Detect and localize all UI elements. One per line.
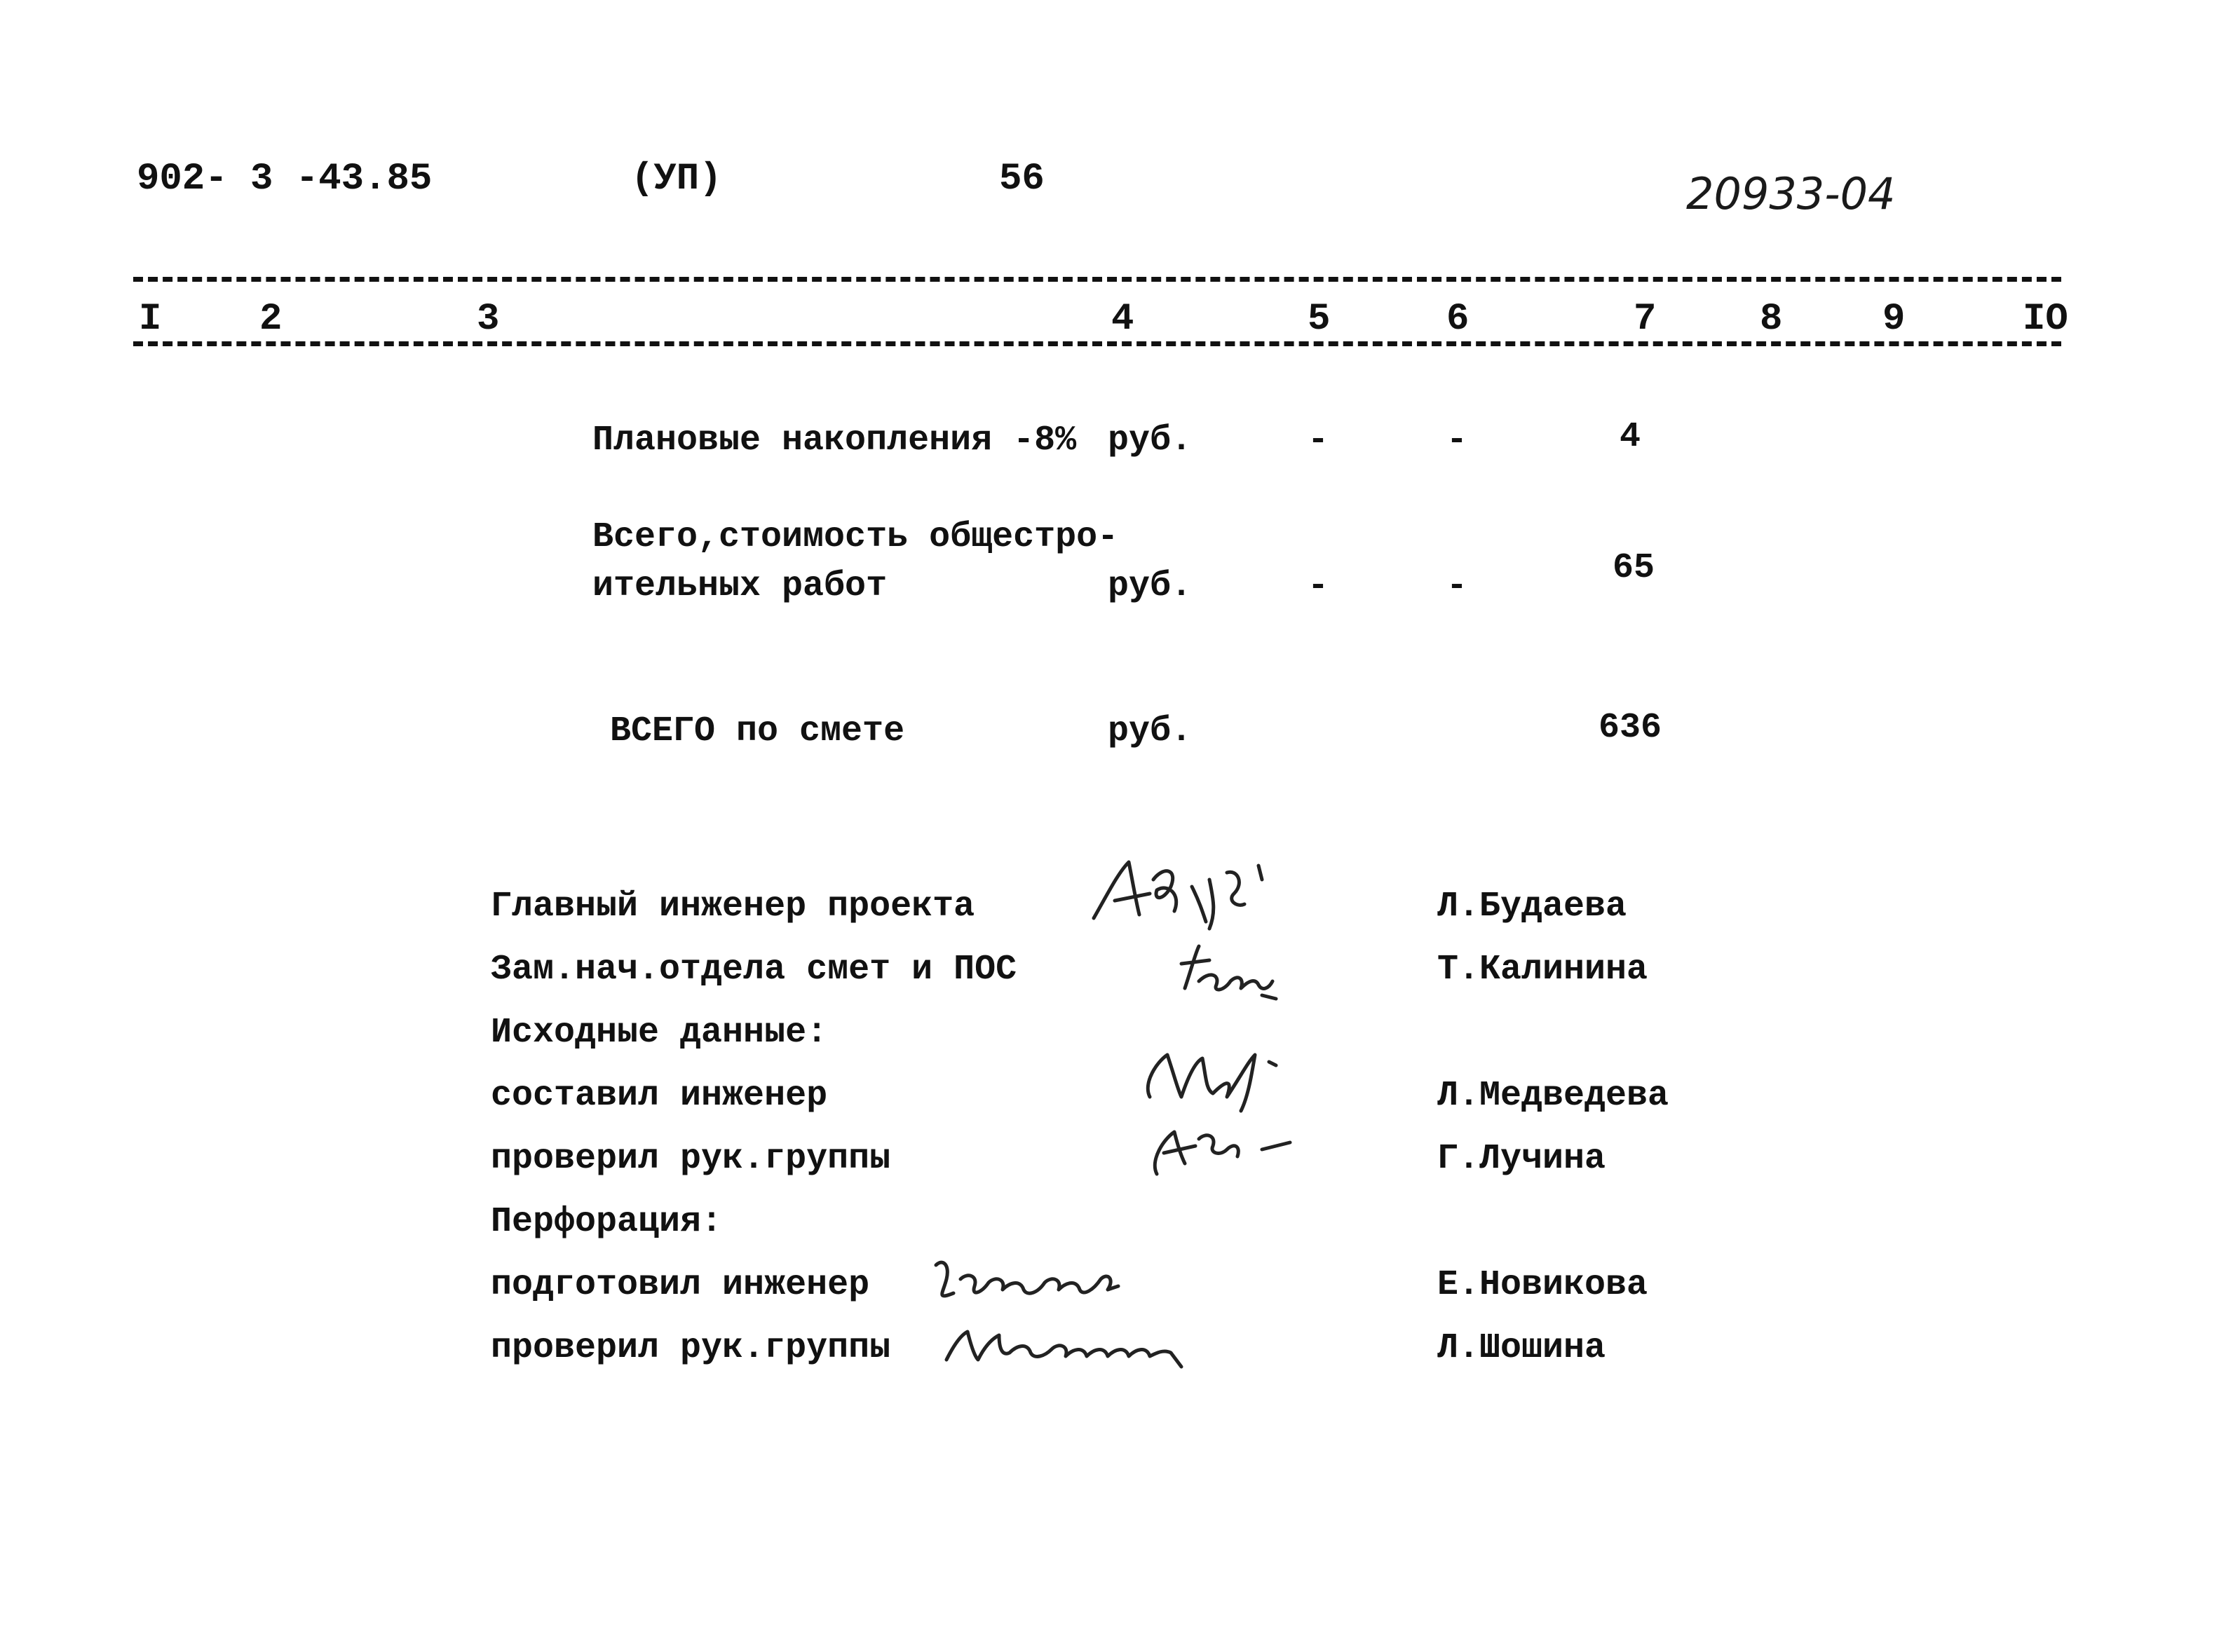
bottom-dashed-rule (133, 341, 2061, 346)
archive-number: 20933-04 (1686, 168, 1896, 219)
page-number: 56 (999, 158, 1045, 200)
row-planned-savings-value: 4 (1620, 417, 1641, 457)
column-number-1: I (139, 298, 162, 341)
column-number-8: 8 (1760, 298, 1783, 341)
column-number-3: 3 (477, 298, 500, 341)
person-kalinina: Т.Калинина (1437, 950, 1648, 990)
document-mark: (УП) (631, 158, 722, 200)
column-number-5: 5 (1308, 298, 1331, 341)
row-planned-savings-unit: руб. (1108, 421, 1193, 460)
person-budaeva: Л.Будаева (1437, 887, 1627, 927)
section-source-data: Исходные данные: (491, 1013, 828, 1053)
row-estimate-total-name: ВСЕГО по смете (610, 711, 905, 751)
document-code: 902- 3 -43.85 (137, 158, 433, 200)
row-planned-savings-col6: - (1446, 421, 1468, 460)
column-number-2: 2 (259, 298, 283, 341)
top-dashed-rule (133, 277, 2061, 282)
row-planned-savings-col5: - (1308, 421, 1329, 460)
row-general-construction-col5: - (1308, 566, 1329, 606)
person-novikova: Е.Новикова (1437, 1265, 1648, 1305)
signature-novikova (925, 1251, 1150, 1314)
role-checked-by: проверил рук.группы (491, 1139, 891, 1179)
person-shoshina: Л.Шошина (1437, 1328, 1606, 1368)
column-number-7: 7 (1634, 298, 1657, 341)
column-number-9: 9 (1882, 298, 1906, 341)
row-general-construction-col6: - (1446, 566, 1468, 606)
role-chief-engineer: Главный инженер проекта (491, 887, 975, 927)
row-estimate-total-unit: руб. (1108, 711, 1193, 751)
signature-budaeva (1087, 852, 1269, 936)
signature-kalinina (1178, 939, 1290, 1002)
role-prepared-by: подготовил инженер (491, 1265, 870, 1305)
signature-shoshina (939, 1318, 1220, 1374)
person-luchina: Г.Лучина (1437, 1139, 1606, 1179)
column-number-4: 4 (1111, 298, 1134, 341)
row-general-construction-unit: руб. (1108, 566, 1193, 606)
role-compiled-by: составил инженер (491, 1076, 828, 1116)
column-number-6: 6 (1446, 298, 1470, 341)
signature-medvedeva-luchina (1136, 1034, 1346, 1181)
row-general-construction-value: 65 (1613, 548, 1655, 588)
row-estimate-total-value: 636 (1599, 708, 1662, 748)
row-general-construction-name-line2: ительных работ (592, 566, 888, 606)
row-general-construction-name-line1: Всего,стоимость общестро- (592, 517, 1119, 557)
person-medvedeva: Л.Медведева (1437, 1076, 1669, 1116)
role-checked-by-perforation: проверил рук.группы (491, 1328, 891, 1368)
role-deputy-head: Зам.нач.отдела смет и ПОС (491, 950, 1017, 990)
row-planned-savings-name: Плановые накопления -8% (592, 421, 1077, 460)
column-number-10: IO (2023, 298, 2068, 341)
section-perforation: Перфорация: (491, 1202, 723, 1242)
